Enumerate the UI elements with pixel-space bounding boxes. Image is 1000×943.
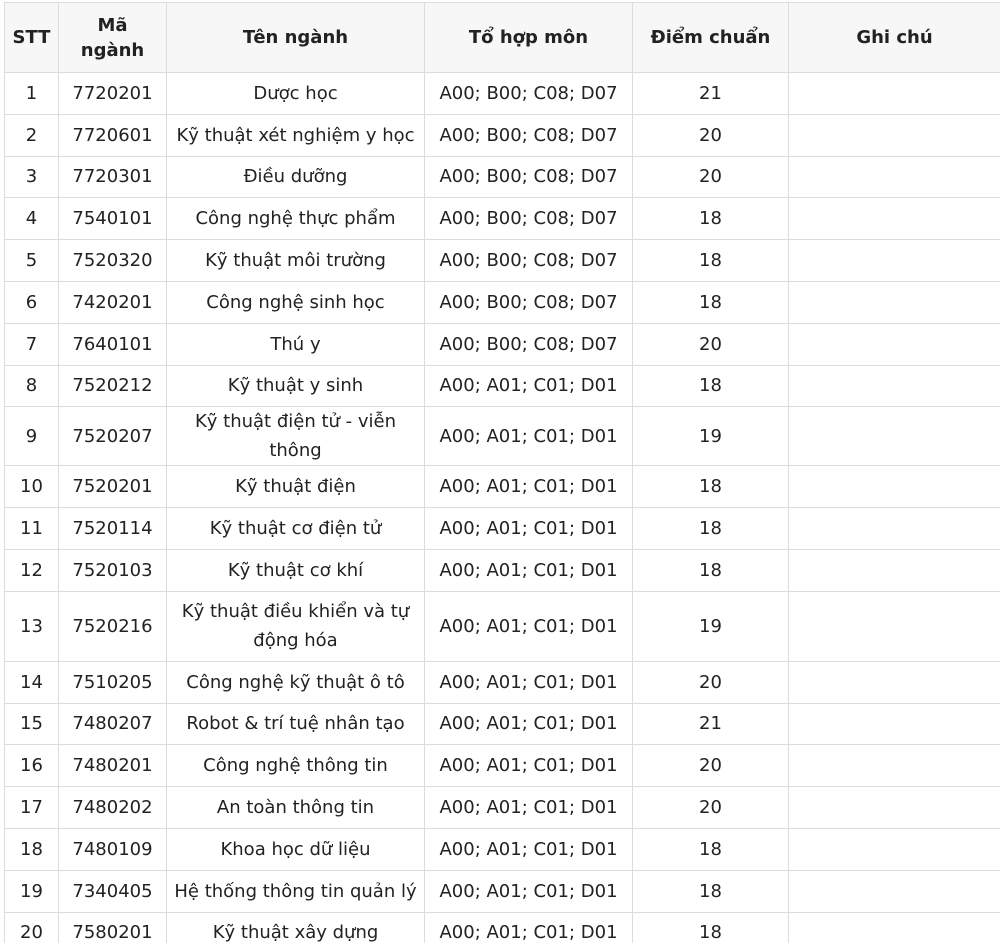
cell-stt: 4 bbox=[5, 198, 59, 240]
cell-notes bbox=[789, 240, 1000, 282]
cell-cutoff-score: 18 bbox=[633, 912, 789, 943]
cell-major-code: 7720601 bbox=[59, 114, 167, 156]
cell-cutoff-score: 18 bbox=[633, 198, 789, 240]
table-row bbox=[5, 787, 1000, 829]
cell-major-name: Kỹ thuật cơ điện tử bbox=[167, 508, 425, 550]
cell-subject-combination: A00; B00; C08; D07 bbox=[425, 73, 633, 115]
cell-major-code: 7480207 bbox=[59, 703, 167, 745]
table-row bbox=[5, 870, 1000, 912]
cell-major-code: 7520201 bbox=[59, 466, 167, 508]
table-row bbox=[5, 591, 1000, 661]
cell-stt: 13 bbox=[5, 591, 59, 661]
table-row bbox=[5, 281, 1000, 323]
cell-major-name: Dược học bbox=[167, 73, 425, 115]
cell-cutoff-score: 18 bbox=[633, 240, 789, 282]
cell-major-code: 7520103 bbox=[59, 549, 167, 591]
cell-stt: 20 bbox=[5, 912, 59, 943]
table-row bbox=[5, 323, 1000, 365]
table-row bbox=[5, 156, 1000, 198]
cell-stt: 17 bbox=[5, 787, 59, 829]
cell-subject-combination: A00; A01; C01; D01 bbox=[425, 870, 633, 912]
cell-major-name: Kỹ thuật xét nghiệm y học bbox=[167, 114, 425, 156]
cell-major-name: Kỹ thuật điện bbox=[167, 466, 425, 508]
cell-subject-combination: A00; A01; C01; D01 bbox=[425, 591, 633, 661]
cell-cutoff-score: 20 bbox=[633, 156, 789, 198]
cell-major-name: Công nghệ sinh học bbox=[167, 281, 425, 323]
table-header bbox=[5, 3, 1000, 73]
cell-stt: 19 bbox=[5, 870, 59, 912]
cell-subject-combination: A00; A01; C01; D01 bbox=[425, 407, 633, 466]
cell-major-name: Khoa học dữ liệu bbox=[167, 828, 425, 870]
cell-stt: 16 bbox=[5, 745, 59, 787]
cell-major-code: 7520320 bbox=[59, 240, 167, 282]
cell-stt: 14 bbox=[5, 661, 59, 703]
cell-major-name: Kỹ thuật y sinh bbox=[167, 365, 425, 407]
cell-stt: 15 bbox=[5, 703, 59, 745]
cell-cutoff-score: 18 bbox=[633, 549, 789, 591]
cell-major-name: Robot & trí tuệ nhân tạo bbox=[167, 703, 425, 745]
cell-cutoff-score: 20 bbox=[633, 787, 789, 829]
table-row bbox=[5, 549, 1000, 591]
cell-stt: 1 bbox=[5, 73, 59, 115]
cell-subject-combination: A00; A01; C01; D01 bbox=[425, 365, 633, 407]
cell-notes bbox=[789, 407, 1000, 466]
cell-notes bbox=[789, 549, 1000, 591]
header-stt: STT bbox=[5, 3, 59, 73]
cell-stt: 9 bbox=[5, 407, 59, 466]
cell-major-name: Công nghệ thực phẩm bbox=[167, 198, 425, 240]
cell-major-code: 7340405 bbox=[59, 870, 167, 912]
cell-major-code: 7480201 bbox=[59, 745, 167, 787]
cell-cutoff-score: 18 bbox=[633, 828, 789, 870]
table-row bbox=[5, 828, 1000, 870]
cell-notes bbox=[789, 114, 1000, 156]
cell-cutoff-score: 18 bbox=[633, 466, 789, 508]
table-row bbox=[5, 912, 1000, 943]
cell-subject-combination: A00; A01; C01; D01 bbox=[425, 661, 633, 703]
cell-major-name: Công nghệ thông tin bbox=[167, 745, 425, 787]
cell-major-name: Kỹ thuật cơ khí bbox=[167, 549, 425, 591]
cell-subject-combination: A00; A01; C01; D01 bbox=[425, 508, 633, 550]
cell-major-code: 7580201 bbox=[59, 912, 167, 943]
cell-major-name: Điều dưỡng bbox=[167, 156, 425, 198]
cell-subject-combination: A00; A01; C01; D01 bbox=[425, 745, 633, 787]
cell-major-name: Kỹ thuật điều khiển và tự động hóa bbox=[167, 591, 425, 661]
cell-major-name: Hệ thống thông tin quản lý bbox=[167, 870, 425, 912]
cell-major-code: 7510205 bbox=[59, 661, 167, 703]
table-row bbox=[5, 745, 1000, 787]
cell-subject-combination: A00; B00; C08; D07 bbox=[425, 198, 633, 240]
cell-notes bbox=[789, 787, 1000, 829]
header-major-name: Tên ngành bbox=[167, 3, 425, 73]
cell-cutoff-score: 20 bbox=[633, 114, 789, 156]
cell-notes bbox=[789, 156, 1000, 198]
cell-cutoff-score: 18 bbox=[633, 870, 789, 912]
header-cutoff-score: Điểm chuẩn bbox=[633, 3, 789, 73]
cell-major-name: Kỹ thuật điện tử - viễn thông bbox=[167, 407, 425, 466]
cell-notes bbox=[789, 870, 1000, 912]
header-major-code: Mã ngành bbox=[59, 3, 167, 73]
cell-cutoff-score: 18 bbox=[633, 508, 789, 550]
cell-subject-combination: A00; A01; C01; D01 bbox=[425, 549, 633, 591]
table-row bbox=[5, 508, 1000, 550]
cell-notes bbox=[789, 466, 1000, 508]
cell-major-name: Kỹ thuật xây dựng bbox=[167, 912, 425, 943]
table-row bbox=[5, 240, 1000, 282]
cell-stt: 11 bbox=[5, 508, 59, 550]
table-row bbox=[5, 114, 1000, 156]
cell-cutoff-score: 18 bbox=[633, 281, 789, 323]
cell-subject-combination: A00; B00; C08; D07 bbox=[425, 323, 633, 365]
cell-stt: 6 bbox=[5, 281, 59, 323]
cell-cutoff-score: 19 bbox=[633, 591, 789, 661]
cell-stt: 8 bbox=[5, 365, 59, 407]
cell-notes bbox=[789, 703, 1000, 745]
cell-major-code: 7480202 bbox=[59, 787, 167, 829]
table-row bbox=[5, 703, 1000, 745]
cell-notes bbox=[789, 661, 1000, 703]
cell-subject-combination: A00; A01; C01; D01 bbox=[425, 912, 633, 943]
cell-notes bbox=[789, 323, 1000, 365]
cell-notes bbox=[789, 912, 1000, 943]
cell-major-code: 7520216 bbox=[59, 591, 167, 661]
header-subject-combination: Tổ hợp môn bbox=[425, 3, 633, 73]
cell-notes bbox=[789, 591, 1000, 661]
cell-cutoff-score: 20 bbox=[633, 323, 789, 365]
cell-notes bbox=[789, 281, 1000, 323]
cell-stt: 2 bbox=[5, 114, 59, 156]
table-row bbox=[5, 365, 1000, 407]
table-row bbox=[5, 198, 1000, 240]
cell-major-code: 7420201 bbox=[59, 281, 167, 323]
table-row bbox=[5, 466, 1000, 508]
cell-cutoff-score: 18 bbox=[633, 365, 789, 407]
cell-subject-combination: A00; A01; C01; D01 bbox=[425, 828, 633, 870]
cell-subject-combination: A00; A01; C01; D01 bbox=[425, 787, 633, 829]
cell-subject-combination: A00; B00; C08; D07 bbox=[425, 240, 633, 282]
cell-notes bbox=[789, 198, 1000, 240]
cell-major-name: Công nghệ kỹ thuật ô tô bbox=[167, 661, 425, 703]
cell-cutoff-score: 21 bbox=[633, 703, 789, 745]
cell-major-code: 7720301 bbox=[59, 156, 167, 198]
admission-score-table bbox=[4, 2, 1000, 943]
cell-notes bbox=[789, 745, 1000, 787]
cell-notes bbox=[789, 508, 1000, 550]
cell-subject-combination: A00; B00; C08; D07 bbox=[425, 281, 633, 323]
cell-subject-combination: A00; B00; C08; D07 bbox=[425, 114, 633, 156]
cell-cutoff-score: 20 bbox=[633, 745, 789, 787]
cell-major-code: 7520212 bbox=[59, 365, 167, 407]
table-row bbox=[5, 73, 1000, 115]
table-body bbox=[5, 73, 1000, 943]
cell-stt: 10 bbox=[5, 466, 59, 508]
cell-notes bbox=[789, 365, 1000, 407]
cell-major-code: 7520207 bbox=[59, 407, 167, 466]
cell-cutoff-score: 20 bbox=[633, 661, 789, 703]
cell-stt: 5 bbox=[5, 240, 59, 282]
cell-cutoff-score: 19 bbox=[633, 407, 789, 466]
table-row bbox=[5, 407, 1000, 466]
cell-major-code: 7720201 bbox=[59, 73, 167, 115]
cell-stt: 12 bbox=[5, 549, 59, 591]
cell-major-code: 7520114 bbox=[59, 508, 167, 550]
cell-subject-combination: A00; A01; C01; D01 bbox=[425, 466, 633, 508]
cell-major-name: An toàn thông tin bbox=[167, 787, 425, 829]
cell-major-name: Thú y bbox=[167, 323, 425, 365]
cell-subject-combination: A00; B00; C08; D07 bbox=[425, 156, 633, 198]
cell-stt: 3 bbox=[5, 156, 59, 198]
cell-major-code: 7480109 bbox=[59, 828, 167, 870]
cell-major-code: 7640101 bbox=[59, 323, 167, 365]
header-notes: Ghi chú bbox=[789, 3, 1000, 73]
cell-stt: 7 bbox=[5, 323, 59, 365]
header-row bbox=[5, 3, 1000, 73]
table-row bbox=[5, 661, 1000, 703]
cell-notes bbox=[789, 73, 1000, 115]
cell-major-code: 7540101 bbox=[59, 198, 167, 240]
cell-major-name: Kỹ thuật môi trường bbox=[167, 240, 425, 282]
cell-subject-combination: A00; A01; C01; D01 bbox=[425, 703, 633, 745]
cell-cutoff-score: 21 bbox=[633, 73, 789, 115]
cell-notes bbox=[789, 828, 1000, 870]
cell-stt: 18 bbox=[5, 828, 59, 870]
